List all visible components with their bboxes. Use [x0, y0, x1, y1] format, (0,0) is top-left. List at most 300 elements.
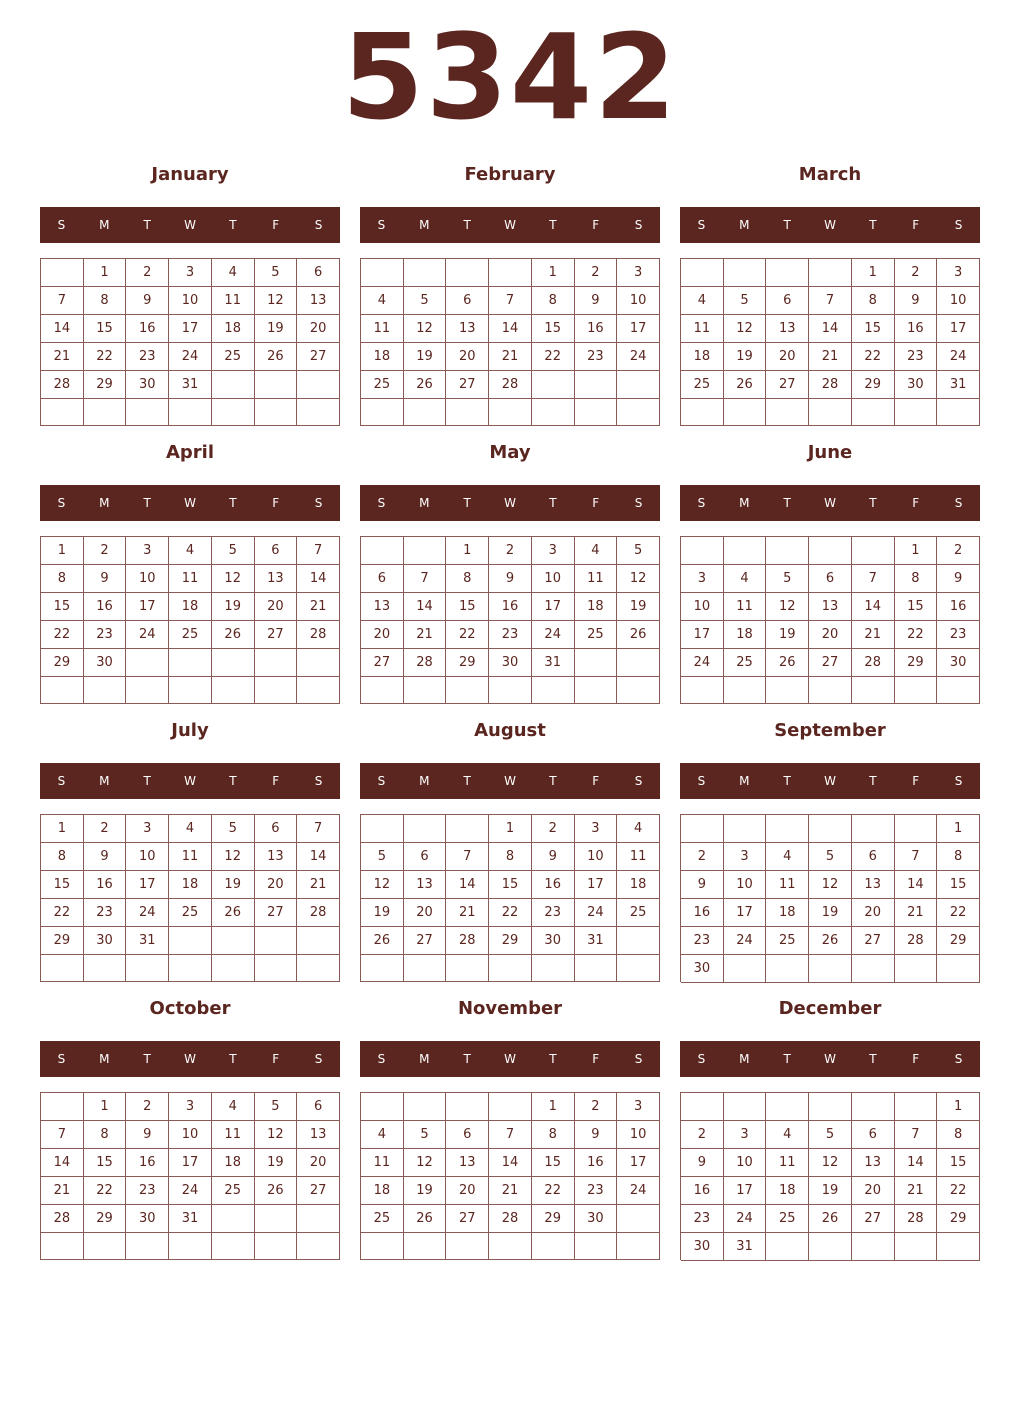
month-name: June — [807, 442, 853, 463]
weekday-label: F — [272, 218, 280, 232]
day-cell: 2 — [575, 259, 618, 287]
day-cell — [126, 677, 169, 704]
day-cell: 7 — [895, 1121, 938, 1149]
day-cell — [766, 1093, 809, 1121]
day-cell: 27 — [852, 927, 895, 955]
weekday-label: T — [783, 218, 791, 232]
weekday-label: T — [783, 496, 791, 510]
day-cell: 6 — [852, 1121, 895, 1149]
month-name: May — [489, 442, 531, 463]
day-cell: 7 — [297, 537, 340, 565]
day-cell — [446, 815, 489, 843]
day-cell — [489, 677, 532, 704]
day-cell: 31 — [724, 1233, 767, 1261]
day-cell: 27 — [297, 1177, 340, 1205]
day-cell: 4 — [212, 259, 255, 287]
day-cell: 2 — [681, 1121, 724, 1149]
day-cell: 18 — [575, 593, 618, 621]
day-cell: 24 — [532, 621, 575, 649]
weekday-label: T — [549, 1052, 557, 1066]
day-cell: 2 — [532, 815, 575, 843]
day-cell: 11 — [766, 1149, 809, 1177]
day-cell: 27 — [361, 649, 404, 677]
day-cell — [361, 1093, 404, 1121]
day-cell: 11 — [681, 315, 724, 343]
day-cell: 6 — [255, 537, 298, 565]
day-cell: 27 — [446, 1205, 489, 1233]
day-cell: 17 — [169, 315, 212, 343]
day-cell: 17 — [532, 593, 575, 621]
day-cell: 20 — [404, 899, 447, 927]
day-cell: 1 — [84, 1093, 127, 1121]
day-cell: 4 — [169, 815, 212, 843]
day-cell: 25 — [766, 927, 809, 955]
day-cell: 15 — [41, 871, 84, 899]
day-cell: 5 — [212, 815, 255, 843]
day-cell — [766, 955, 809, 983]
day-cell: 20 — [766, 343, 809, 371]
day-cell — [41, 259, 84, 287]
day-cell: 31 — [937, 371, 980, 399]
day-cell: 22 — [489, 899, 532, 927]
day-cell — [532, 955, 575, 982]
day-cell — [404, 259, 447, 287]
day-cell — [361, 815, 404, 843]
day-cell: 23 — [126, 1177, 169, 1205]
day-cell: 14 — [489, 315, 532, 343]
month-january — [40, 160, 340, 430]
day-cell: 24 — [169, 343, 212, 371]
day-cell: 21 — [297, 593, 340, 621]
day-cell: 20 — [446, 1177, 489, 1205]
day-cell — [937, 1233, 980, 1261]
day-cell: 12 — [766, 593, 809, 621]
day-cell: 10 — [724, 871, 767, 899]
day-cell: 9 — [575, 287, 618, 315]
day-cell: 7 — [297, 815, 340, 843]
day-cell: 3 — [126, 537, 169, 565]
day-cell — [489, 1233, 532, 1260]
day-cell — [297, 371, 340, 399]
weekday-label: W — [504, 496, 516, 510]
day-cell: 14 — [297, 843, 340, 871]
day-cell — [84, 399, 127, 426]
day-cell: 10 — [937, 287, 980, 315]
day-grid — [680, 258, 980, 426]
day-cell: 29 — [895, 649, 938, 677]
day-cell — [809, 259, 852, 287]
day-cell: 1 — [937, 815, 980, 843]
day-cell: 2 — [895, 259, 938, 287]
day-cell — [169, 677, 212, 704]
day-cell: 17 — [937, 315, 980, 343]
day-cell: 26 — [404, 1205, 447, 1233]
day-cell: 18 — [766, 899, 809, 927]
weekday-label: W — [824, 1052, 836, 1066]
day-cell: 22 — [532, 343, 575, 371]
day-cell: 30 — [681, 1233, 724, 1261]
day-cell: 18 — [724, 621, 767, 649]
day-cell: 13 — [255, 843, 298, 871]
day-cell: 1 — [84, 259, 127, 287]
weekday-label: F — [912, 1052, 920, 1066]
day-cell: 12 — [212, 565, 255, 593]
day-cell: 17 — [617, 1149, 660, 1177]
weekday-label: S — [634, 496, 643, 510]
weekday-label: S — [57, 218, 66, 232]
day-cell — [404, 1233, 447, 1260]
day-cell — [724, 259, 767, 287]
day-cell: 12 — [255, 1121, 298, 1149]
day-cell — [766, 815, 809, 843]
day-cell — [852, 399, 895, 426]
day-cell — [255, 649, 298, 677]
day-cell: 21 — [809, 343, 852, 371]
day-cell — [361, 955, 404, 982]
day-cell: 12 — [361, 871, 404, 899]
day-cell: 17 — [617, 315, 660, 343]
day-cell: 30 — [575, 1205, 618, 1233]
day-cell: 26 — [212, 621, 255, 649]
day-cell: 21 — [404, 621, 447, 649]
weekday-label: W — [184, 496, 196, 510]
day-cell: 19 — [404, 1177, 447, 1205]
day-cell — [937, 955, 980, 983]
day-cell: 6 — [255, 815, 298, 843]
day-cell — [937, 677, 980, 704]
day-cell: 3 — [126, 815, 169, 843]
month-may — [360, 438, 660, 708]
day-cell — [575, 1233, 618, 1260]
day-cell — [169, 927, 212, 955]
day-cell: 31 — [169, 371, 212, 399]
day-cell: 4 — [361, 1121, 404, 1149]
day-grid — [40, 536, 340, 704]
day-cell: 12 — [724, 315, 767, 343]
month-name: August — [474, 720, 546, 741]
day-cell: 21 — [297, 871, 340, 899]
day-cell: 4 — [724, 565, 767, 593]
month-name: November — [457, 998, 563, 1019]
day-cell: 24 — [126, 899, 169, 927]
day-cell: 16 — [681, 899, 724, 927]
weekday-label: M — [99, 496, 110, 510]
day-cell: 5 — [212, 537, 255, 565]
weekday-header — [360, 763, 660, 799]
day-cell: 26 — [361, 927, 404, 955]
day-cell — [446, 259, 489, 287]
weekday-label: S — [57, 496, 66, 510]
day-cell — [212, 927, 255, 955]
day-cell — [404, 399, 447, 426]
day-cell: 10 — [126, 565, 169, 593]
day-cell: 20 — [809, 621, 852, 649]
day-cell: 28 — [297, 899, 340, 927]
day-cell — [681, 259, 724, 287]
day-cell: 27 — [297, 343, 340, 371]
weekday-label: S — [634, 1052, 643, 1066]
day-cell: 23 — [681, 1205, 724, 1233]
weekday-label: M — [739, 774, 750, 788]
day-cell: 17 — [681, 621, 724, 649]
weekday-label: S — [634, 774, 643, 788]
day-cell: 10 — [126, 843, 169, 871]
day-cell: 8 — [937, 1121, 980, 1149]
weekday-label: T — [229, 218, 237, 232]
day-cell: 29 — [852, 371, 895, 399]
day-cell: 26 — [255, 343, 298, 371]
day-cell — [809, 955, 852, 983]
day-cell: 22 — [41, 899, 84, 927]
day-cell: 29 — [446, 649, 489, 677]
day-grid — [680, 536, 980, 704]
day-cell — [255, 399, 298, 426]
day-cell: 16 — [489, 593, 532, 621]
weekday-label: F — [592, 774, 600, 788]
weekday-label: M — [739, 496, 750, 510]
day-cell: 22 — [895, 621, 938, 649]
day-cell: 4 — [617, 815, 660, 843]
day-cell: 26 — [809, 1205, 852, 1233]
day-cell: 30 — [126, 1205, 169, 1233]
day-cell: 20 — [446, 343, 489, 371]
day-cell — [446, 955, 489, 982]
day-cell: 28 — [41, 1205, 84, 1233]
day-cell: 1 — [41, 815, 84, 843]
day-cell: 24 — [126, 621, 169, 649]
day-cell: 8 — [489, 843, 532, 871]
month-june — [680, 438, 980, 708]
day-grid — [360, 814, 660, 982]
day-cell — [681, 815, 724, 843]
day-cell: 23 — [575, 1177, 618, 1205]
weekday-label: M — [419, 1052, 430, 1066]
weekday-label: M — [419, 774, 430, 788]
day-cell — [852, 677, 895, 704]
day-cell — [766, 677, 809, 704]
day-cell: 3 — [532, 537, 575, 565]
day-cell: 14 — [895, 1149, 938, 1177]
day-cell: 3 — [575, 815, 618, 843]
day-cell: 8 — [895, 565, 938, 593]
day-cell: 13 — [852, 871, 895, 899]
weekday-label: S — [377, 496, 386, 510]
day-cell: 26 — [255, 1177, 298, 1205]
day-cell: 16 — [575, 315, 618, 343]
day-cell: 4 — [681, 287, 724, 315]
weekday-label: T — [549, 774, 557, 788]
weekday-label: S — [314, 1052, 323, 1066]
day-cell: 1 — [937, 1093, 980, 1121]
weekday-header — [40, 763, 340, 799]
day-cell: 28 — [809, 371, 852, 399]
day-cell: 28 — [297, 621, 340, 649]
day-cell — [446, 1093, 489, 1121]
day-cell — [212, 399, 255, 426]
day-cell: 11 — [575, 565, 618, 593]
day-cell — [809, 399, 852, 426]
weekday-label: S — [697, 496, 706, 510]
day-cell — [126, 955, 169, 982]
day-cell — [41, 1233, 84, 1260]
day-cell: 2 — [84, 815, 127, 843]
day-cell: 11 — [361, 315, 404, 343]
day-cell — [297, 927, 340, 955]
weekday-label: T — [549, 218, 557, 232]
day-cell: 9 — [681, 1149, 724, 1177]
day-cell — [617, 1205, 660, 1233]
day-cell — [255, 927, 298, 955]
day-cell: 27 — [255, 621, 298, 649]
day-cell: 19 — [212, 593, 255, 621]
weekday-label: W — [504, 218, 516, 232]
day-cell: 11 — [212, 287, 255, 315]
weekday-label: T — [463, 218, 471, 232]
weekday-header — [40, 1041, 340, 1077]
day-cell — [212, 1233, 255, 1260]
day-cell — [297, 677, 340, 704]
month-name: February — [464, 164, 556, 185]
day-cell — [681, 537, 724, 565]
day-cell: 15 — [41, 593, 84, 621]
day-cell: 1 — [895, 537, 938, 565]
day-cell: 9 — [126, 1121, 169, 1149]
weekday-label: T — [549, 496, 557, 510]
day-cell: 26 — [617, 621, 660, 649]
day-cell: 15 — [532, 1149, 575, 1177]
day-cell — [41, 955, 84, 982]
day-cell: 8 — [41, 565, 84, 593]
day-cell: 23 — [84, 621, 127, 649]
day-cell: 18 — [617, 871, 660, 899]
day-cell: 19 — [809, 899, 852, 927]
day-cell: 10 — [575, 843, 618, 871]
day-cell: 25 — [361, 1205, 404, 1233]
day-cell: 10 — [681, 593, 724, 621]
day-cell — [724, 537, 767, 565]
day-cell: 6 — [297, 259, 340, 287]
day-cell: 10 — [724, 1149, 767, 1177]
day-cell: 3 — [617, 259, 660, 287]
day-cell: 2 — [489, 537, 532, 565]
month-march — [680, 160, 980, 430]
weekday-label: M — [739, 1052, 750, 1066]
weekday-label: W — [184, 218, 196, 232]
day-grid — [40, 814, 340, 982]
day-cell — [169, 955, 212, 982]
day-cell — [361, 259, 404, 287]
day-cell — [169, 1233, 212, 1260]
day-cell: 28 — [489, 1205, 532, 1233]
day-cell: 18 — [361, 343, 404, 371]
day-cell: 30 — [532, 927, 575, 955]
day-cell — [766, 259, 809, 287]
weekday-label: F — [912, 496, 920, 510]
day-cell: 7 — [809, 287, 852, 315]
day-grid — [360, 536, 660, 704]
day-cell — [852, 1093, 895, 1121]
day-cell — [852, 815, 895, 843]
day-cell — [724, 955, 767, 983]
day-cell — [617, 677, 660, 704]
day-cell: 18 — [766, 1177, 809, 1205]
day-cell: 9 — [126, 287, 169, 315]
day-cell: 10 — [169, 287, 212, 315]
day-cell — [84, 677, 127, 704]
day-cell: 28 — [895, 1205, 938, 1233]
day-cell: 13 — [446, 1149, 489, 1177]
day-cell: 14 — [446, 871, 489, 899]
day-cell: 14 — [41, 315, 84, 343]
day-cell: 6 — [404, 843, 447, 871]
day-cell: 6 — [361, 565, 404, 593]
day-cell: 30 — [895, 371, 938, 399]
day-cell: 18 — [169, 593, 212, 621]
weekday-label: M — [419, 218, 430, 232]
month-september — [680, 716, 980, 986]
day-cell: 23 — [681, 927, 724, 955]
day-cell: 30 — [84, 927, 127, 955]
day-cell: 7 — [41, 1121, 84, 1149]
day-cell: 24 — [617, 1177, 660, 1205]
day-cell — [126, 649, 169, 677]
day-cell: 16 — [84, 871, 127, 899]
month-name: September — [774, 720, 886, 741]
day-cell — [852, 955, 895, 983]
day-cell: 8 — [84, 1121, 127, 1149]
day-cell: 5 — [809, 843, 852, 871]
day-cell: 2 — [126, 1093, 169, 1121]
day-cell — [681, 1093, 724, 1121]
weekday-label: W — [184, 1052, 196, 1066]
weekday-label: M — [99, 218, 110, 232]
day-cell: 23 — [84, 899, 127, 927]
day-cell: 7 — [852, 565, 895, 593]
weekday-label: W — [504, 1052, 516, 1066]
day-cell — [446, 1233, 489, 1260]
day-cell: 7 — [489, 1121, 532, 1149]
day-cell: 5 — [724, 287, 767, 315]
day-cell — [895, 677, 938, 704]
day-cell — [361, 399, 404, 426]
weekday-label: S — [954, 218, 963, 232]
day-cell — [404, 955, 447, 982]
month-august — [360, 716, 660, 986]
day-cell — [809, 815, 852, 843]
day-cell — [297, 649, 340, 677]
day-cell: 28 — [41, 371, 84, 399]
day-cell — [489, 1093, 532, 1121]
day-cell — [575, 677, 618, 704]
day-cell: 23 — [937, 621, 980, 649]
day-cell: 2 — [84, 537, 127, 565]
day-cell: 5 — [361, 843, 404, 871]
month-november — [360, 994, 660, 1264]
day-cell: 9 — [937, 565, 980, 593]
day-cell: 2 — [937, 537, 980, 565]
day-cell: 20 — [852, 1177, 895, 1205]
day-cell: 12 — [809, 871, 852, 899]
weekday-label: T — [463, 496, 471, 510]
day-cell — [255, 1233, 298, 1260]
day-cell: 6 — [766, 287, 809, 315]
weekday-label: S — [954, 1052, 963, 1066]
day-cell — [297, 1205, 340, 1233]
day-cell — [937, 399, 980, 426]
day-cell: 31 — [575, 927, 618, 955]
day-cell: 23 — [895, 343, 938, 371]
weekday-label: T — [229, 774, 237, 788]
